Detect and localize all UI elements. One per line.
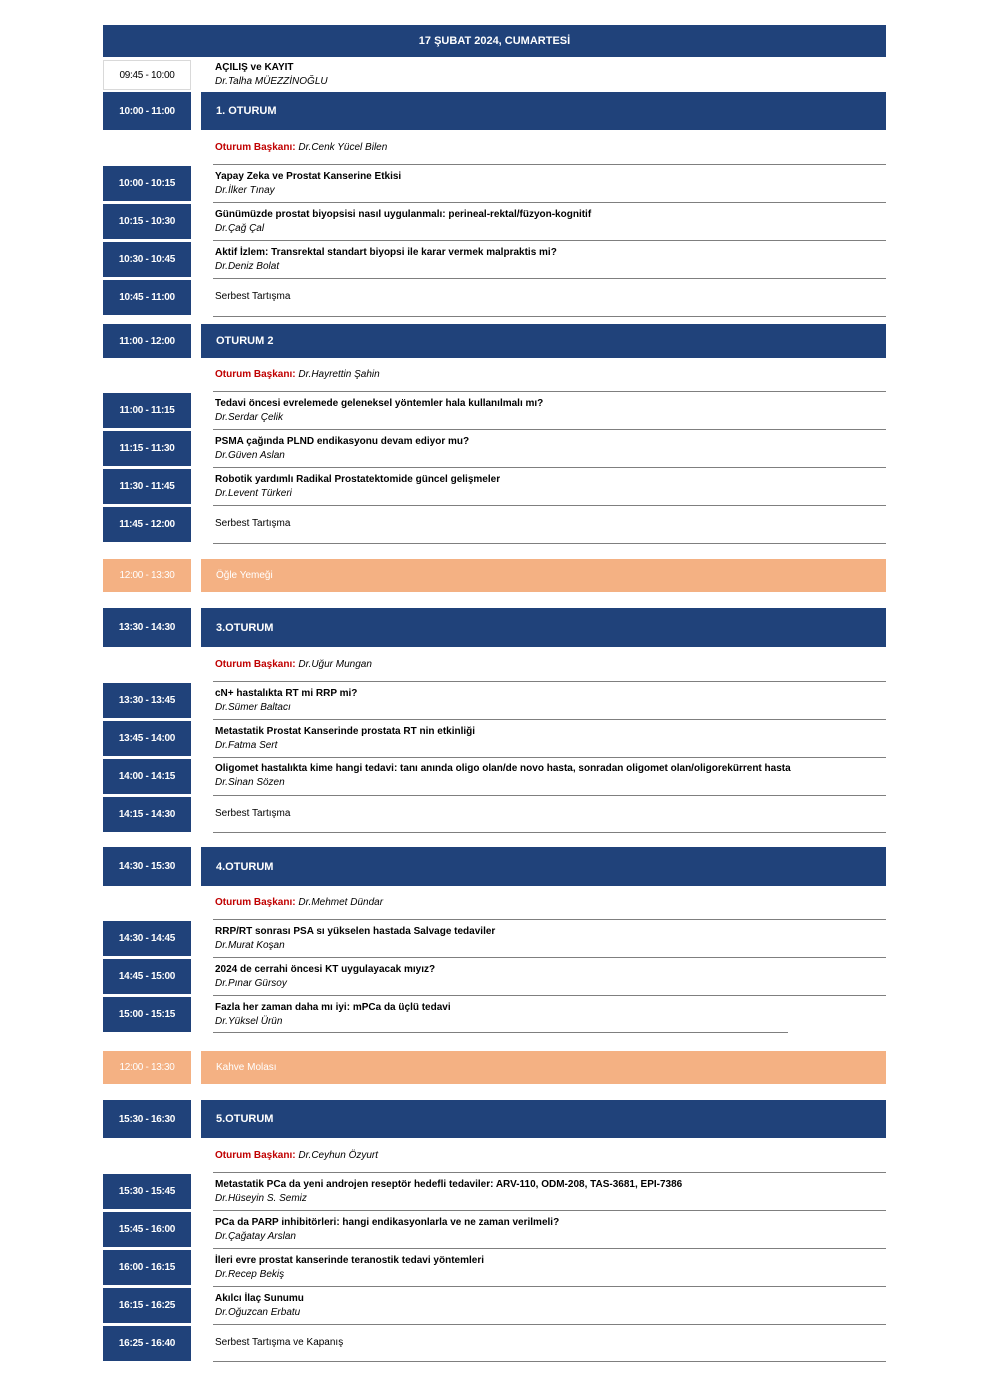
talk-title: RRP/RT sonrası PSA sı yükselen hastada Salvage tedaviler bbox=[215, 926, 496, 937]
session-title: 4.OTURUM bbox=[201, 847, 886, 886]
session-title: 1. OTURUM bbox=[201, 92, 886, 130]
talk-item bbox=[215, 1292, 304, 1320]
talk-time: 16:00 - 16:15 bbox=[103, 1250, 191, 1285]
talk-item bbox=[215, 1216, 559, 1244]
chair-name: Dr.Mehmet Dündar bbox=[298, 897, 384, 908]
talk-title: cN+ hastalıkta RT mi RRP mi? bbox=[215, 688, 358, 699]
talk-time: 15:30 - 15:45 bbox=[103, 1174, 191, 1209]
divider bbox=[213, 1172, 886, 1173]
talk-time: 14:45 - 15:00 bbox=[103, 959, 191, 994]
divider bbox=[213, 957, 886, 958]
break-title: Kahve Molası bbox=[201, 1051, 886, 1084]
talk-speaker: Dr.Çağatay Arslan bbox=[215, 1231, 296, 1242]
talk-speaker: Dr.Recep Bekiş bbox=[215, 1269, 285, 1280]
talk-speaker: Dr.Yüksel Ürün bbox=[215, 1016, 283, 1027]
talk-item bbox=[215, 170, 401, 198]
divider bbox=[213, 719, 886, 720]
talk-item bbox=[215, 1254, 484, 1282]
talk-title: Metastatik PCa da yeni androjen reseptör hedefli tedaviler: ARV-110, ODM-208, TAS-3681, EPI-7386 bbox=[215, 1179, 683, 1190]
talk-time: 13:45 - 14:00 bbox=[103, 721, 191, 756]
talk-item bbox=[215, 963, 435, 991]
divider bbox=[213, 681, 886, 682]
divider bbox=[213, 278, 886, 279]
talk-speaker: Dr.İlker Tınay bbox=[215, 185, 275, 196]
chair-name: Dr.Ceyhun Özyurt bbox=[298, 1150, 379, 1161]
free-discussion: Serbest Tartışma bbox=[215, 808, 291, 819]
talk-time: 11:30 - 11:45 bbox=[103, 469, 191, 504]
talk-speaker: Dr.Murat Koşan bbox=[215, 940, 285, 951]
talk-title: Günümüzde prostat biyopsisi nasıl uygulanmalı: perineal-rektal/füzyon-kognitif bbox=[215, 209, 592, 220]
talk-item bbox=[215, 397, 543, 425]
session-time: 14:30 - 15:30 bbox=[103, 847, 191, 886]
talk-title: Metastatik Prostat Kanserinde prostata RT nin etkinliği bbox=[215, 726, 476, 737]
talk-speaker: Dr.Pınar Gürsoy bbox=[215, 978, 287, 989]
talk-time: 10:45 - 11:00 bbox=[103, 280, 191, 315]
talk-time: 11:15 - 11:30 bbox=[103, 431, 191, 466]
break-time: 12:00 - 13:30 bbox=[103, 559, 191, 592]
divider bbox=[213, 832, 886, 833]
talk-time: 11:00 - 11:15 bbox=[103, 393, 191, 428]
divider bbox=[213, 467, 886, 468]
session-title: 3.OTURUM bbox=[201, 608, 886, 647]
talk-item bbox=[215, 1178, 682, 1206]
divider bbox=[213, 1032, 788, 1033]
session-chair bbox=[215, 897, 383, 908]
talk-speaker: Dr.Sinan Sözen bbox=[215, 777, 285, 788]
opening-item bbox=[215, 61, 328, 89]
talk-item bbox=[215, 473, 500, 501]
divider bbox=[213, 1286, 886, 1287]
divider bbox=[213, 995, 886, 996]
session-title: 5.OTURUM bbox=[201, 1100, 886, 1138]
divider bbox=[213, 391, 886, 392]
talk-item bbox=[215, 435, 469, 463]
divider bbox=[213, 1210, 886, 1211]
divider bbox=[213, 1361, 886, 1362]
talk-title: AÇILIŞ ve KAYIT bbox=[215, 62, 294, 73]
session-chair bbox=[215, 659, 372, 670]
session-chair bbox=[215, 369, 380, 380]
talk-time: 16:15 - 16:25 bbox=[103, 1288, 191, 1323]
chair-label: Oturum Başkanı: bbox=[215, 142, 296, 153]
divider bbox=[213, 240, 886, 241]
talk-speaker: Dr.Oğuzcan Erbatu bbox=[215, 1307, 301, 1318]
talk-speaker: Dr.Serdar Çelik bbox=[215, 412, 283, 423]
talk-item bbox=[215, 1001, 451, 1029]
talk-time: 10:15 - 10:30 bbox=[103, 204, 191, 239]
talk-speaker: Dr.Fatma Sert bbox=[215, 740, 278, 751]
page-title: 17 ŞUBAT 2024, CUMARTESİ bbox=[103, 25, 886, 57]
chair-label: Oturum Başkanı: bbox=[215, 1150, 296, 1161]
talk-title: Tedavi öncesi evrelemede geleneksel yöntemler hala kullanılmalı mı? bbox=[215, 398, 544, 409]
talk-title: Akılcı İlaç Sunumu bbox=[215, 1293, 304, 1304]
talk-title: Fazla her zaman daha mı iyi: mPCa da üçlü tedavi bbox=[215, 1002, 451, 1013]
talk-time: 16:25 - 16:40 bbox=[103, 1326, 191, 1361]
chair-name: Dr.Cenk Yücel Bilen bbox=[298, 142, 388, 153]
talk-item bbox=[215, 687, 357, 715]
divider bbox=[213, 316, 886, 317]
talk-speaker: Dr.Güven Aslan bbox=[215, 450, 285, 461]
free-discussion: Serbest Tartışma bbox=[215, 291, 291, 302]
chair-label: Oturum Başkanı: bbox=[215, 659, 296, 670]
divider bbox=[213, 1248, 886, 1249]
chair-name: Dr.Uğur Mungan bbox=[298, 659, 372, 670]
talk-speaker: Dr.Hüseyin S. Semiz bbox=[215, 1193, 307, 1204]
divider bbox=[213, 795, 886, 796]
session-time: 10:00 - 11:00 bbox=[103, 92, 191, 130]
talk-title: 2024 de cerrahi öncesi KT uygulayacak mıyız? bbox=[215, 964, 436, 975]
session-time: 11:00 - 12:00 bbox=[103, 324, 191, 358]
break-title: Öğle Yemeği bbox=[201, 559, 886, 592]
talk-time: 15:45 - 16:00 bbox=[103, 1212, 191, 1247]
talk-speaker: Dr.Sümer Baltacı bbox=[215, 702, 291, 713]
talk-title: Yapay Zeka ve Prostat Kanserine Etkisi bbox=[215, 171, 402, 182]
divider bbox=[213, 757, 886, 758]
talk-speaker: Dr.Deniz Bolat bbox=[215, 261, 280, 272]
talk-title: Oligomet hastalıkta kime hangi tedavi: tanı anında oligo olan/de novo hasta, sonradan oligomet olan/oligorekürrent hasta bbox=[215, 763, 791, 774]
talk-title: İleri evre prostat kanserinde teranostik tedavi yöntemleri bbox=[215, 1255, 484, 1266]
talk-time: 14:00 - 14:15 bbox=[103, 759, 191, 794]
divider bbox=[213, 505, 886, 506]
chair-label: Oturum Başkanı: bbox=[215, 897, 296, 908]
talk-time: 14:15 - 14:30 bbox=[103, 797, 191, 832]
divider bbox=[213, 1324, 886, 1325]
divider bbox=[213, 202, 886, 203]
talk-time: 13:30 - 13:45 bbox=[103, 683, 191, 718]
free-discussion: Serbest Tartışma bbox=[215, 518, 291, 529]
talk-speaker: Dr.Çağ Çal bbox=[215, 223, 265, 234]
talk-time: 15:00 - 15:15 bbox=[103, 997, 191, 1032]
break-time: 12:00 - 13:30 bbox=[103, 1051, 191, 1084]
talk-item bbox=[215, 208, 591, 236]
session-chair bbox=[215, 142, 387, 153]
talk-time: 14:30 - 14:45 bbox=[103, 921, 191, 956]
divider bbox=[213, 919, 886, 920]
divider bbox=[213, 543, 886, 544]
session-title: OTURUM 2 bbox=[201, 324, 886, 358]
talk-title: PCa da PARP inhibitörleri: hangi endikasyonlarla ve ne zaman verilmeli? bbox=[215, 1217, 560, 1228]
talk-item bbox=[215, 246, 557, 274]
chair-name: Dr.Hayrettin Şahin bbox=[298, 369, 380, 380]
talk-item bbox=[215, 925, 495, 953]
free-discussion: Serbest Tartışma ve Kapanış bbox=[215, 1337, 344, 1348]
divider bbox=[213, 164, 886, 165]
talk-title: Aktif İzlem: Transrektal standart biyopsi ile karar vermek malpraktis mi? bbox=[215, 247, 557, 258]
talk-item bbox=[215, 762, 791, 790]
time-cell: 09:45 - 10:00 bbox=[103, 60, 191, 90]
session-time: 15:30 - 16:30 bbox=[103, 1100, 191, 1138]
talk-speaker: Dr.Levent Türkeri bbox=[215, 488, 292, 499]
talk-time: 11:45 - 12:00 bbox=[103, 507, 191, 542]
session-chair bbox=[215, 1150, 378, 1161]
session-time: 13:30 - 14:30 bbox=[103, 608, 191, 647]
talk-time: 10:30 - 10:45 bbox=[103, 242, 191, 277]
chair-label: Oturum Başkanı: bbox=[215, 369, 296, 380]
talk-title: PSMA çağında PLND endikasyonu devam ediyor mu? bbox=[215, 436, 470, 447]
talk-time: 10:00 - 10:15 bbox=[103, 166, 191, 201]
talk-speaker: Dr.Talha MÜEZZİNOĞLU bbox=[215, 76, 328, 87]
talk-item bbox=[215, 725, 475, 753]
divider bbox=[213, 429, 886, 430]
talk-title: Robotik yardımlı Radikal Prostatektomide güncel gelişmeler bbox=[215, 474, 501, 485]
